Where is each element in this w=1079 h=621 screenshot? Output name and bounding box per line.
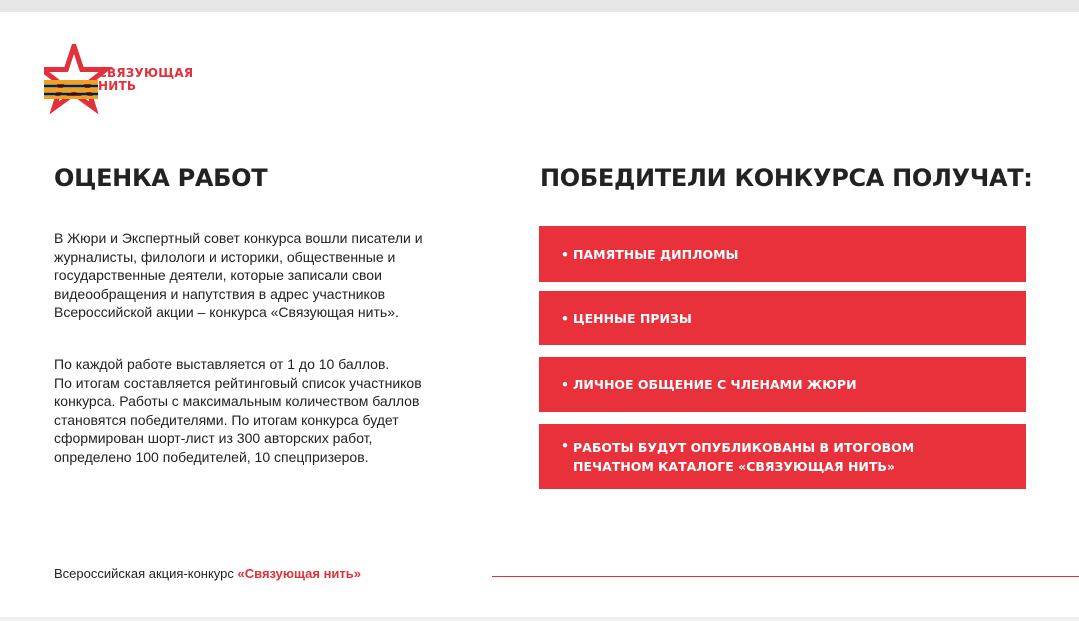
bullet: • — [561, 377, 569, 392]
logo-line-2: НИТЬ — [98, 79, 137, 93]
bullet: • — [561, 246, 569, 262]
top-border — [0, 0, 1079, 12]
logo-wordmark — [98, 67, 193, 93]
text-line: определено 100 победителей, 10 спецпризеров. — [54, 448, 369, 465]
footer-text: Всероссийская акция-конкурс — [54, 566, 238, 581]
prize-item-valuable-prizes — [539, 291, 1026, 345]
text-line: видеообращения и напутствия в адрес участников — [54, 285, 386, 302]
text-line: становятся победителями. По итогам конкурса будет — [54, 411, 399, 428]
logo — [44, 44, 204, 114]
scoring-paragraph — [54, 355, 494, 467]
prize-label-line: ЛИЧНОЕ ОБЩЕНИЕ С ЧЛЕНАМИ ЖЮРИ — [573, 377, 857, 392]
prize-label — [573, 309, 692, 328]
text-line: сформирован шорт-лист из 300 авторских работ, — [54, 430, 373, 447]
bullet: • — [561, 310, 569, 326]
bottom-border — [0, 617, 1079, 621]
prize-label — [573, 375, 857, 394]
jury-paragraph — [54, 229, 494, 322]
logo-line-1: СВЯЗУЮЩАЯ — [98, 66, 194, 80]
prize-label-line: ПЕЧАТНОМ КАТАЛОГЕ «СВЯЗУЮЩАЯ НИТЬ» — [573, 458, 896, 474]
footer-caption — [54, 566, 361, 581]
prize-item-jury-meeting — [539, 357, 1026, 412]
section-heading-evaluation: ОЦЕНКА РАБОТ — [54, 164, 268, 192]
prize-item-catalog — [539, 424, 1026, 489]
text-line: государственные деятели, которые записали свои — [54, 267, 382, 284]
prize-label-line: РАБОТЫ БУДУТ ОПУБЛИКОВАНЫ В ИТОГОВОМ — [573, 439, 915, 455]
prize-label-line: ПАМЯТНЫЕ ДИПЛОМЫ — [573, 246, 739, 262]
text-line: Всероссийской акции – конкурса «Связующая нить». — [54, 304, 399, 321]
footer-divider — [492, 576, 1079, 577]
prize-label-line: ЦЕННЫЕ ПРИЗЫ — [573, 310, 692, 326]
prize-label — [573, 245, 739, 264]
bullet: • — [561, 438, 569, 453]
prize-item-diplomas — [539, 226, 1026, 282]
text-line: В Жюри и Экспертный совет конкурса вошли писатели и — [54, 230, 423, 246]
text-line: По каждой работе выставляется от 1 до 10 баллов. — [54, 356, 390, 372]
text-line: По итогам составляется рейтинговый список участников — [54, 374, 422, 391]
text-line: конкурса. Работы с максимальным количеством баллов — [54, 393, 420, 410]
footer-accent: «Связующая нить» — [237, 566, 361, 581]
prize-label — [573, 438, 914, 476]
text-line: журналисты, филологи и историки, общественные и — [54, 248, 396, 265]
section-heading-winners: ПОБЕДИТЕЛИ КОНКУРСА ПОЛУЧАТ: — [540, 164, 1033, 192]
